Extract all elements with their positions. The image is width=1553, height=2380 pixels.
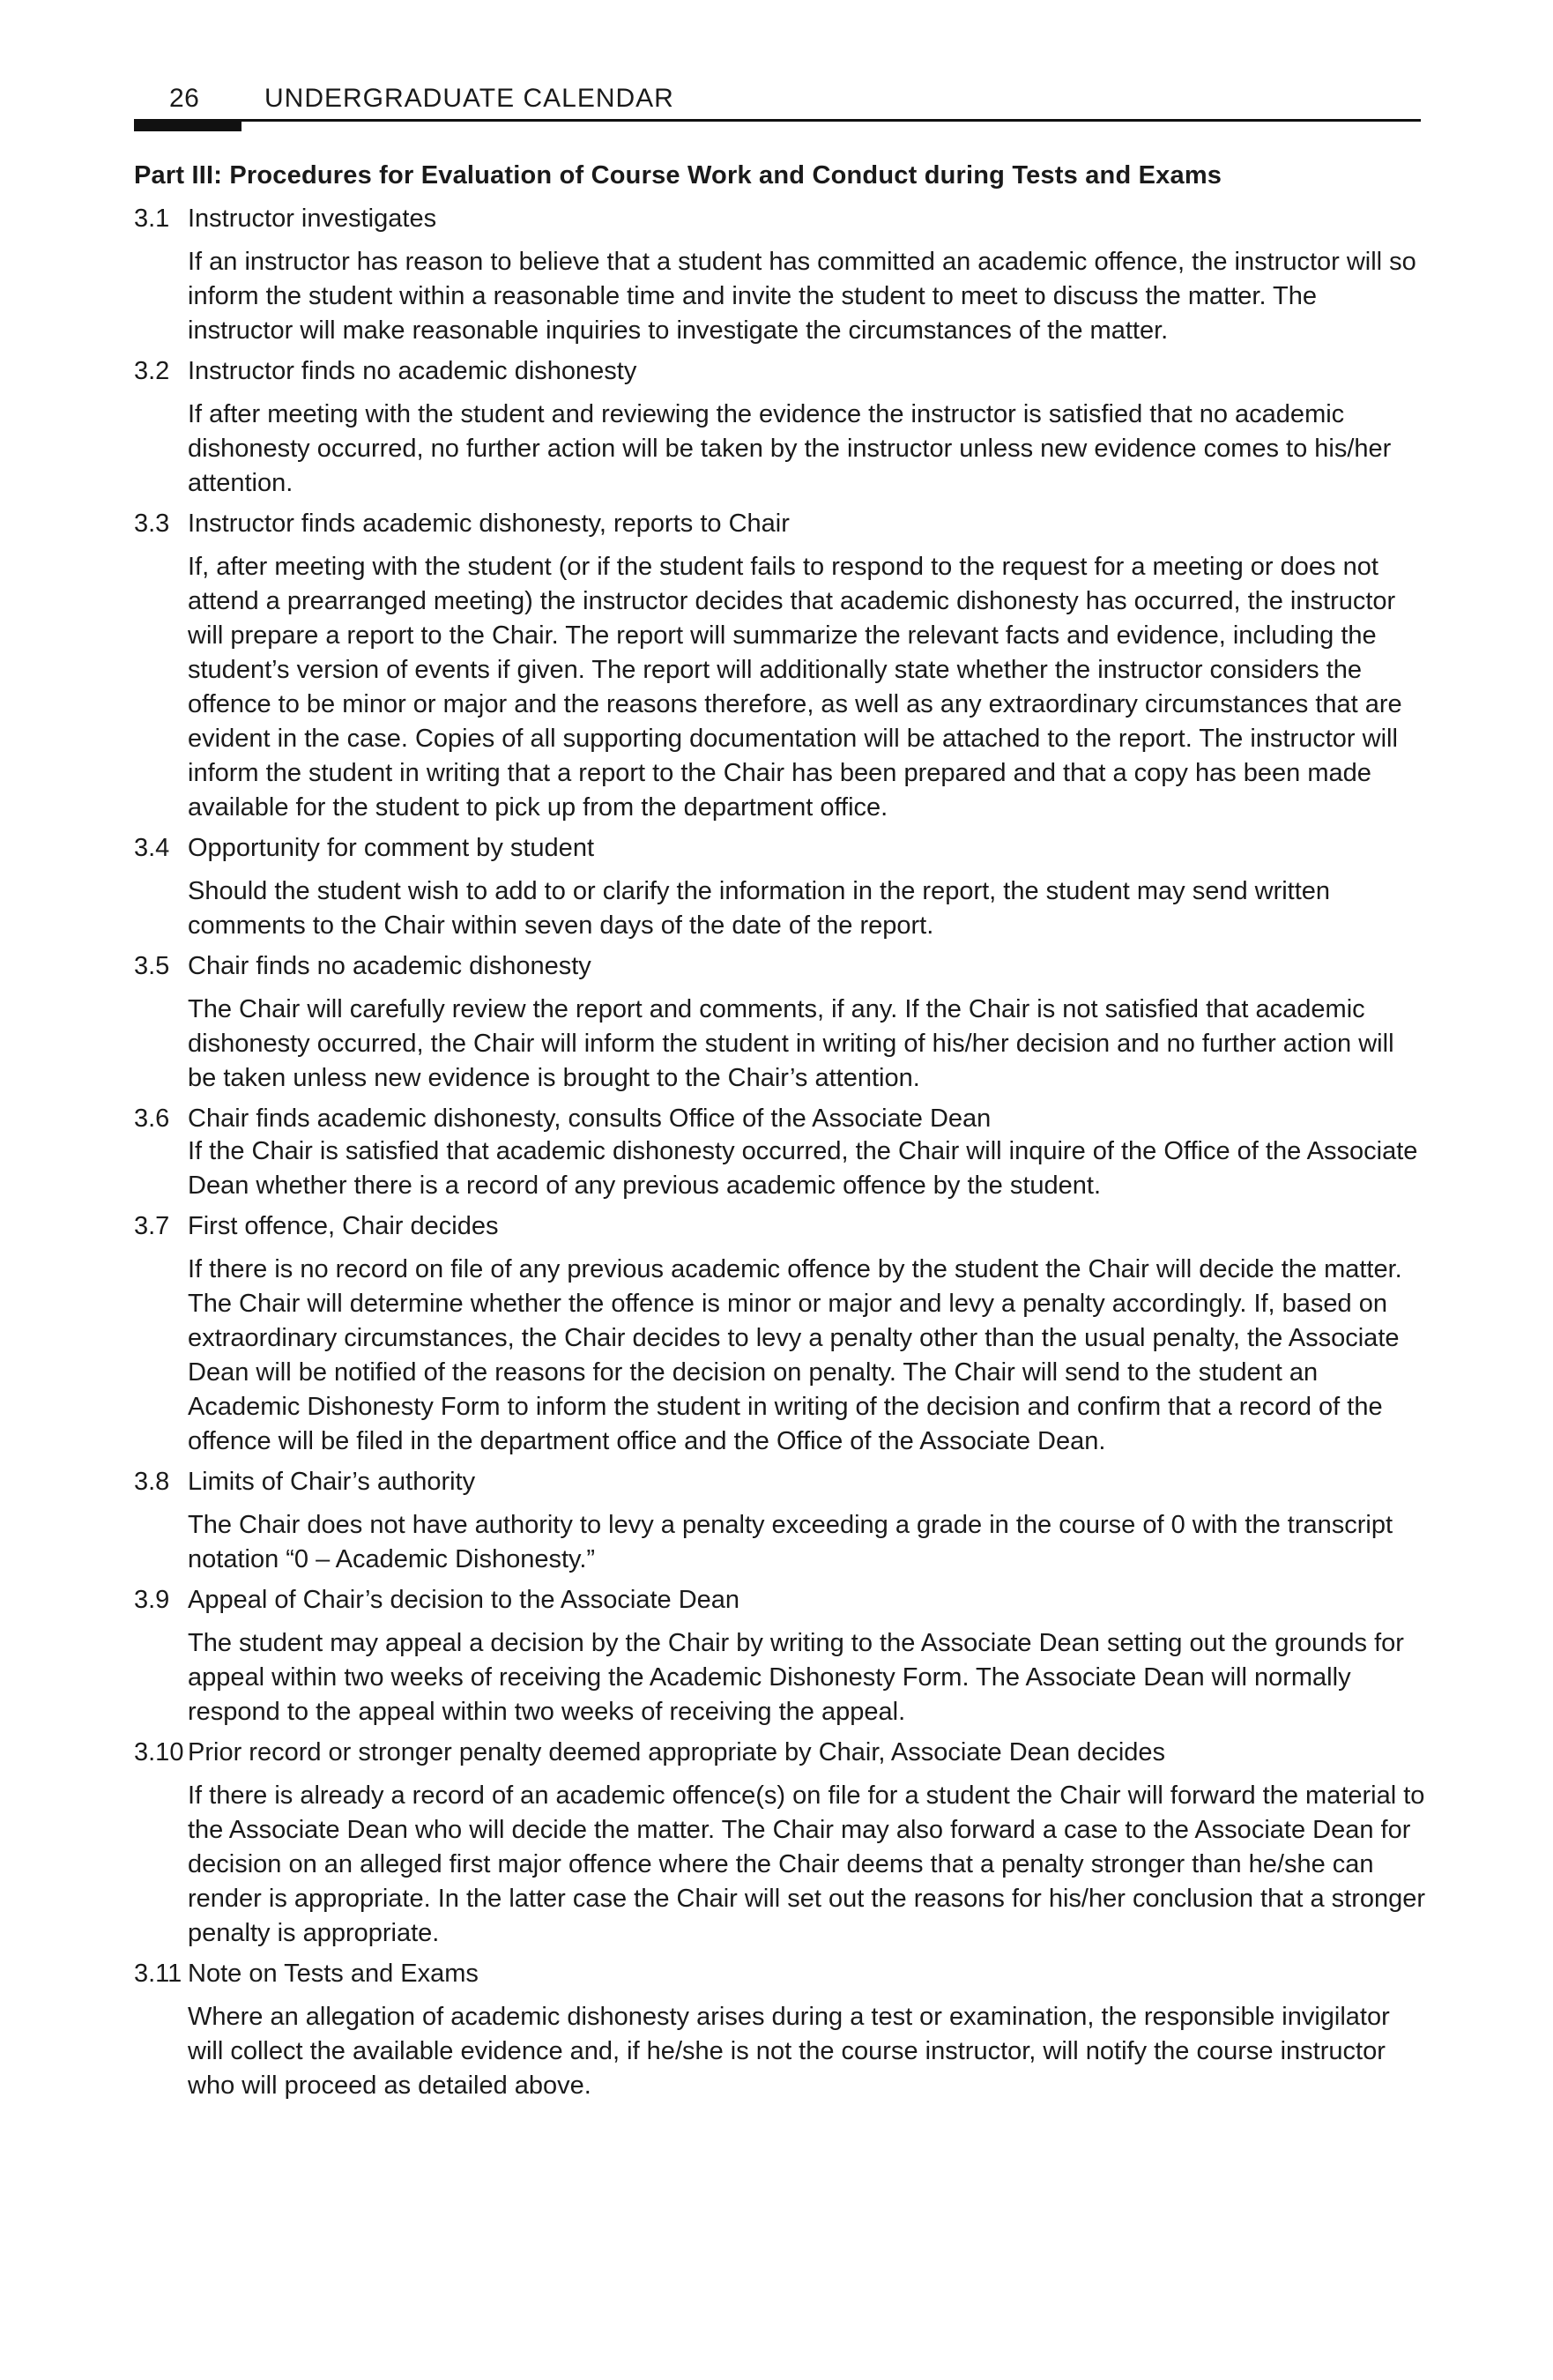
- section-body: If there is no record on file of any previous academic offence by the student the Chair will decide the matter. The Chair will determine whether the offence is minor or major and levy a penalty accordingly. If, based on extraordinary circumstances, the Chair decides to levy a penalty other than the usual penalty, the Associate Dean will be notified of the reasons for the decision on penalty. The Chair will send to the student an Academic Dishonesty Form to inform the student in writing of the decision and confirm that a record of the offence will be filed in the department office and the Office of the Associate Dean.: [188, 1255, 1402, 1455]
- section-body: The Chair does not have authority to levy a penalty exceeding a grade in the course of 0 with the transcript notation “0 – Academic Dishonesty.”: [188, 1511, 1393, 1573]
- section-heading: [134, 1584, 1428, 1616]
- section-heading: [134, 508, 1428, 539]
- page-header: [134, 81, 1421, 127]
- section-title: Note on Tests and Exams: [188, 1960, 479, 1988]
- section-heading: [134, 950, 1428, 982]
- page-number: 26: [169, 84, 200, 113]
- section-number: 3.4: [134, 834, 170, 862]
- section-body: If there is already a record of an academic offence(s) on file for a student the Chair will forward the material to the Associate Dean who will decide the matter. The Chair may also forward a case to the Associate Dean for decision on an alleged first major offence where the Chair deems that a penalty stronger than he/she can render is appropriate. In the latter case the Chair will set out the reasons for his/her conclusion that a stronger penalty is appropriate.: [188, 1781, 1426, 1947]
- part-title: Part III: Procedures for Evaluation of Course Work and Conduct during Tests and Exams: [134, 161, 1222, 190]
- section-number: 3.1: [134, 205, 170, 233]
- section-3-10: [134, 1737, 1428, 1951]
- section-title: Opportunity for comment by student: [188, 834, 594, 862]
- section-3-1: [134, 203, 1428, 348]
- section-number: 3.10: [134, 1738, 184, 1766]
- section-number: 3.6: [134, 1104, 170, 1133]
- section-heading: [134, 832, 1428, 864]
- section-body: The student may appeal a decision by the Chair by writing to the Associate Dean setting out the grounds for appeal within two weeks of receiving the Academic Dishonesty Form. The Associate Dean will normally respond to the appeal within two weeks of receiving the appeal.: [188, 1629, 1404, 1726]
- section-title: Chair finds academic dishonesty, consults Office of the Associate Dean: [188, 1104, 992, 1133]
- section-body: If, after meeting with the student (or if the student fails to respond to the request for a meeting or does not attend a prearranged meeting) the instructor decides that academic dishonesty has occurred, the instructor will prepare a report to the Chair. The report will summarize the relevant facts and evidence, including the student’s version of events if given. The report will additionally state whether the instructor considers the offence to be minor or major and the reasons therefore, as well as any extraordinary circumstances that are evident in the case. Copies of all supporting documentation will be attached to the report. The instructor will inform the student in writing that a report to the Chair has been prepared and that a copy has been made available for the student to pick up from the department office.: [188, 553, 1402, 822]
- section-heading: [134, 1103, 1428, 1134]
- section-heading: [134, 1737, 1428, 1768]
- page-content: [134, 160, 1428, 2110]
- section-3-6: [134, 1103, 1428, 1203]
- section-number: 3.11: [134, 1960, 182, 1988]
- section-heading: [134, 1210, 1428, 1242]
- section-number: 3.3: [134, 509, 170, 538]
- section-title: Instructor investigates: [188, 205, 437, 233]
- section-title: Instructor finds no academic dishonesty: [188, 357, 637, 385]
- section-title: Instructor finds academic dishonesty, reports to Chair: [188, 509, 790, 538]
- section-heading: [134, 203, 1428, 234]
- section-number: 3.2: [134, 357, 170, 385]
- section-3-2: [134, 355, 1428, 501]
- section-heading: [134, 1466, 1428, 1498]
- section-number: 3.9: [134, 1586, 170, 1614]
- section-body: If an instructor has reason to believe that a student has committed an academic offence, the instructor will so inform the student within a reasonable time and invite the student to meet to discuss the matter. The instructor will make reasonable inquiries to investigate the circumstances of the matter.: [188, 248, 1416, 345]
- section-3-4: [134, 832, 1428, 943]
- section-title: Chair finds no academic dishonesty: [188, 952, 591, 980]
- section-title: Limits of Chair’s authority: [188, 1468, 476, 1496]
- section-body: Should the student wish to add to or clarify the information in the report, the student may send written comments to the Chair within seven days of the date of the report.: [188, 877, 1331, 940]
- section-number: 3.5: [134, 952, 170, 980]
- section-3-3: [134, 508, 1428, 825]
- section-3-9: [134, 1584, 1428, 1729]
- section-title: Prior record or stronger penalty deemed appropriate by Chair, Associate Dean decides: [188, 1738, 1166, 1766]
- section-3-5: [134, 950, 1428, 1096]
- section-3-8: [134, 1466, 1428, 1577]
- section-heading: [134, 355, 1428, 387]
- section-number: 3.8: [134, 1468, 170, 1496]
- running-head: UNDERGRADUATE CALENDAR: [264, 84, 674, 113]
- section-heading: [134, 1958, 1428, 1990]
- header-tab: [134, 119, 241, 131]
- section-body: Where an allegation of academic dishonesty arises during a test or examination, the responsible invigilator will collect the available evidence and, if he/she is not the course instructor, will notify the course instructor who will proceed as detailed above.: [188, 2003, 1390, 2100]
- section-body: If after meeting with the student and reviewing the evidence the instructor is satisfied that no academic dishonesty occurred, no further action will be taken by the instructor unless new evidence comes to his/her attention.: [188, 400, 1392, 497]
- section-body: The Chair will carefully review the report and comments, if any. If the Chair is not satisfied that academic dishonesty occurred, the Chair will inform the student in writing of his/her decision and no further action will be taken unless new evidence is brought to the Chair’s attention.: [188, 995, 1394, 1092]
- section-3-11: [134, 1958, 1428, 2103]
- header-rule: [134, 119, 1421, 122]
- section-number: 3.7: [134, 1212, 170, 1240]
- section-title: Appeal of Chair’s decision to the Associate Dean: [188, 1586, 740, 1614]
- section-title: First offence, Chair decides: [188, 1212, 499, 1240]
- section-body: If the Chair is satisfied that academic dishonesty occurred, the Chair will inquire of the Office of the Associate Dean whether there is a record of any previous academic offence by the student.: [188, 1137, 1418, 1200]
- section-3-7: [134, 1210, 1428, 1459]
